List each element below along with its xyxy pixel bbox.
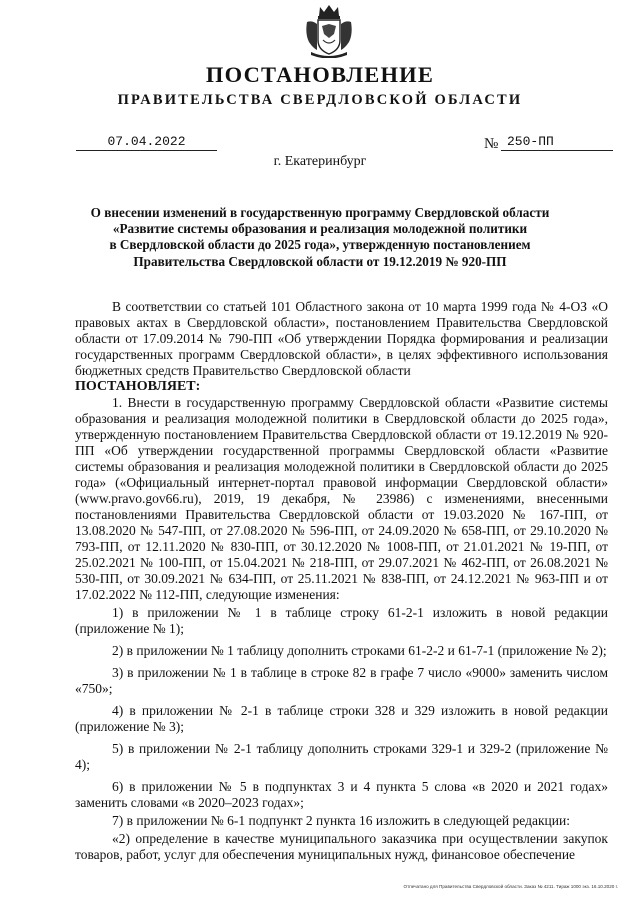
document-number: 250-ПП <box>501 134 613 151</box>
change-item: 7) в приложении № 6-1 подпункт 2 пункта 16 изложить в следующей редакции: <box>112 813 570 828</box>
document-type-title: ПОСТАНОВЛЕНИЕ <box>205 62 435 87</box>
change-item: «2) определение в качестве муниципального заказчика при осуществлении закупок товаров, работ, услуг для обеспечения муниципальных нужд, финансовое обеспечение <box>75 831 608 862</box>
heading-line: Правительства Свердловской области от 19.12.2019 № 920-ПП <box>133 253 507 269</box>
resolves-label: ПОСТАНОВЛЯЕТ: <box>75 379 201 394</box>
change-item: 3) в приложении № 1 в таблице в строке 82 в графе 7 число «9000» заменить числом «750»; <box>75 665 608 696</box>
heading-line: в Свердловской области до 2025 года», утвержденную постановлением <box>109 237 531 253</box>
change-item: 5) в приложении № 2-1 таблицу дополнить строками 329-1 и 329-2 (приложение № 4); <box>75 741 608 772</box>
change-item: 1) в приложении № 1 в таблице строку 61-2-1 изложить в новой редакции (приложение № 1); <box>75 605 608 636</box>
number-sign: № <box>484 136 499 152</box>
heading-line: «Развитие системы образования и реализация молодежной политики <box>112 221 528 237</box>
change-item: 4) в приложении № 2-1 в таблице строки 328 и 329 изложить в новой редакции (приложение № 3); <box>75 703 608 734</box>
issuer-subtitle: ПРАВИТЕЛЬСТВА СВЕРДЛОВСКОЙ ОБЛАСТИ <box>117 92 523 108</box>
change-item: 6) в приложении № 5 в подпунктах 3 и 4 пункта 5 слова «в 2020 и 2021 годах» заменить словами «в 2020–2023 годах»; <box>75 779 608 810</box>
coat-of-arms-icon <box>303 4 355 58</box>
city-label: г. Екатеринбург <box>273 154 367 169</box>
intro-paragraph: В соответствии со статьей 101 Областного закона от 10 марта 1999 года № 4-ОЗ «О правовых актах в Свердловской области», постановлением Правительства Свердловской области от 17.09.2014 № 790-ПП «Об утверждении Порядка формирования и реализации государственных программ Свердловской области», в целях эффективного использования бюджетных средств Правительство Свердловской области <box>75 299 608 378</box>
change-item: 2) в приложении № 1 таблицу дополнить строками 61-2-2 и 61-7-1 (приложение № 2); <box>112 643 607 658</box>
print-footer: Отпечатано для Правительства Свердловской области. Заказ № 4211. Тираж 1000 экз. 16.10.2020 г. <box>403 884 618 889</box>
heading-line: О внесении изменений в государственную программу Свердловской области <box>90 205 550 220</box>
document-date: 07.04.2022 <box>76 134 217 151</box>
item-1-paragraph: 1. Внести в государственную программу Свердловской области «Развитие системы образования и реализация молодежной политики в Свердловской области до 2025 года», утвержденную постановлением Правительства Свердловской области от 19.12.2019 № 920-ПП «Об утверждении государственной программы Свердловской области «Развитие системы образования и реализация молодежной политики в Свердловской области до 2025 года» («Официальный интернет-портал правовой информации Свердловской области» (www.pravo.gov66.ru), 2019, 19 декабря, № 23986) с изменениями, внесенными постановлениями Правительства Свердловской области от 19.03.2020 № 167-ПП, от 13.08.2020 № 547-ПП, от 27.08.2020 № 596-ПП, от 24.09.2020 № 658-ПП, от 29.10.2020 № 793-ПП, от 12.11.2020 № 830-ПП, от 30.12.2020 № 1008-ПП, от 21.01.2021 № 19-ПП, от 25.02.2021 № 100-ПП, от 15.04.2021 № 218-ПП, от 29.07.2021 № 462-ПП, от 26.08.2021 № 530-ПП, от 30.09.2021 № 634-ПП, от 25.11.2021 № 838-ПП, от 24.12.2021 № 963-ПП и от 17.02.2022 № 112-ПП, следующие изменения: <box>75 395 608 602</box>
document-heading <box>80 205 560 270</box>
document-body <box>75 299 608 863</box>
